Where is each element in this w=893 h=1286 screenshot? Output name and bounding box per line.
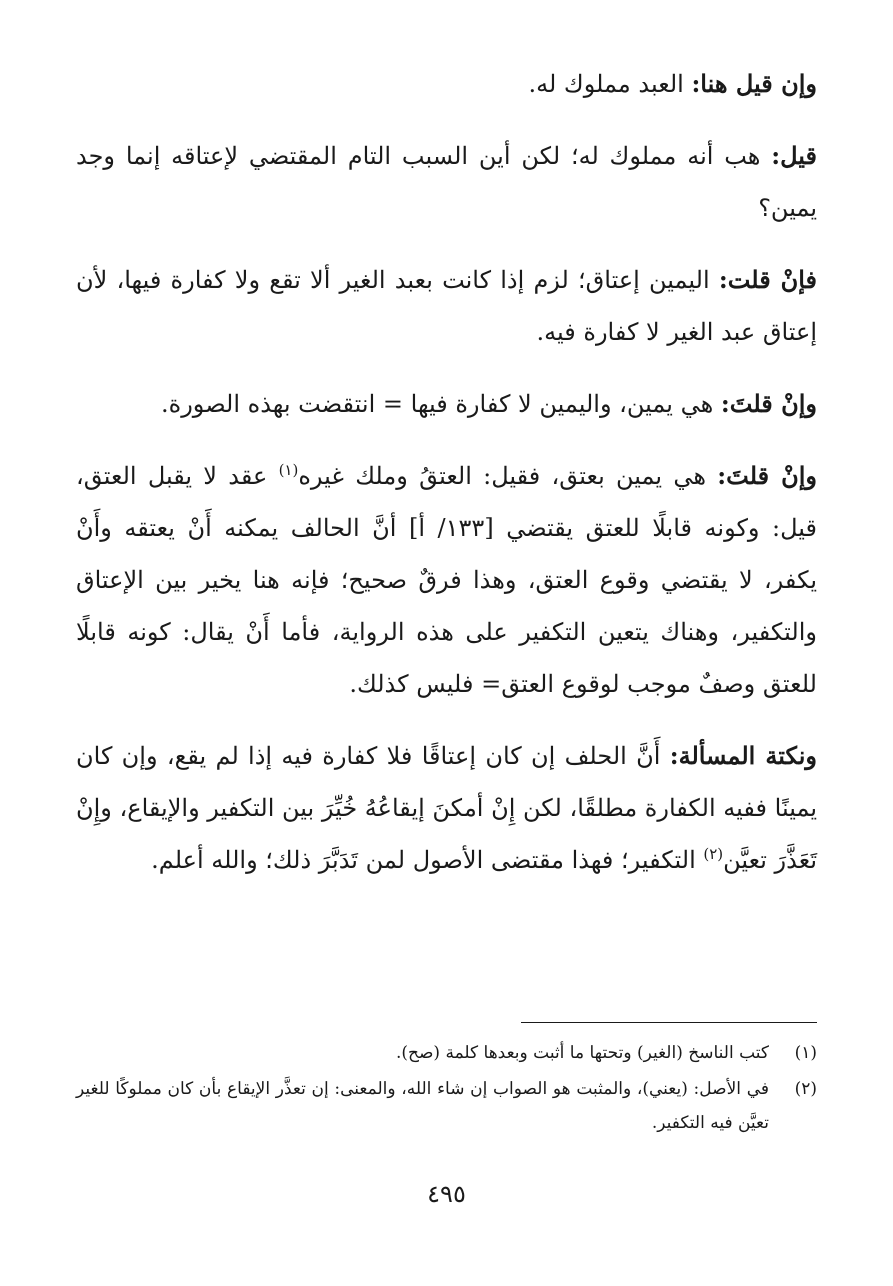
paragraph-lead: وإنْ قلتَ:: [717, 461, 817, 490]
footnote-text: في الأصل: (يعني)، والمثبت هو الصواب إن شاء الله، والمعنى: إن تعذَّر الإيقاع بأن كان مملوكًا للغير تعيَّن فيه التكفير.: [76, 1079, 769, 1133]
paragraph-lead: فإنْ قلت:: [718, 265, 817, 294]
paragraph-5: [76, 450, 817, 710]
paragraph-lead: ونكتة المسألة:: [669, 741, 817, 770]
paragraph-4: [76, 378, 817, 430]
paragraph-text: العبد مملوك له.: [528, 70, 692, 98]
paragraph-text: هب أنه مملوك له؛ لكن أين السبب التام المقتضي لإعتاقه إنما وجد يمين؟: [76, 142, 817, 222]
main-text: [76, 58, 817, 906]
footnote-number: (١): [794, 1043, 817, 1063]
paragraph-text: هي يمين بعتق، فقيل: العتقُ وملك غيره: [298, 462, 718, 490]
footnote-ref-1[interactable]: (١): [278, 461, 299, 479]
paragraph-text: عقد لا يقبل العتق، قيل: وكونه قابلًا للعتق يقتضي [١٣٣/ أ] أنَّ الحالف يمكنه أَنْ يعتقه وأَنْ يكفر، لا يقتضي وقوع العتق، وهذا فرقٌ صحيح؛ فإنه هنا يخير بين الإعتاق والتكفير، وهناك يتعين التكفير على هذه الرواية، فأما أَنْ يقال: كونه قابلًا للعتق وصفٌ موجب لوقوع العتق= فليس كذلك.: [76, 462, 818, 698]
page-number: ٤٩٥: [427, 1180, 466, 1208]
paragraph-lead: وإن قيل هنا:: [691, 69, 817, 98]
footnote-divider: [521, 1022, 817, 1023]
footnote-2: [76, 1072, 817, 1140]
paragraph-6: [76, 730, 817, 886]
paragraph-text: التكفير؛ فهذا مقتضى الأصول لمن تَدَبَّرَ ذلك؛ والله أعلم.: [151, 846, 704, 874]
paragraph-lead: وإنْ قلتَ:: [720, 389, 817, 418]
paragraph-text: هي يمين، واليمين لا كفارة فيها = انتقضت بهذه الصورة.: [161, 390, 721, 418]
paragraph-1: [76, 58, 817, 110]
footnotes: [76, 1036, 817, 1142]
paragraph-2: [76, 130, 817, 234]
footnote-number: (٢): [794, 1079, 817, 1099]
paragraph-text: أَنَّ الحلف إن كان إعتاقًا فلا كفارة فيه إذا لم يقع، وإن كان يمينًا ففيه الكفارة مطلقًا، لكن إِنْ أمكنَ إيقاعُهُ خُيِّرَ بين التكفير والإيقاع، وإِنْ تَعَذَّرَ تعيَّن: [76, 742, 817, 874]
footnote-1: [76, 1036, 817, 1070]
paragraph-lead: قيل:: [771, 141, 817, 170]
paragraph-text: اليمين إعتاق؛ لزم إذا كانت بعبد الغير ألا تقع ولا كفارة فيها، لأن إعتاق عبد الغير لا كفارة فيه.: [76, 266, 817, 346]
footnote-text: كتب الناسخ (الغير) وتحتها ما أثبت وبعدها كلمة (صح).: [395, 1043, 769, 1063]
paragraph-3: [76, 254, 817, 358]
footnote-ref-2[interactable]: (٢): [703, 845, 724, 863]
